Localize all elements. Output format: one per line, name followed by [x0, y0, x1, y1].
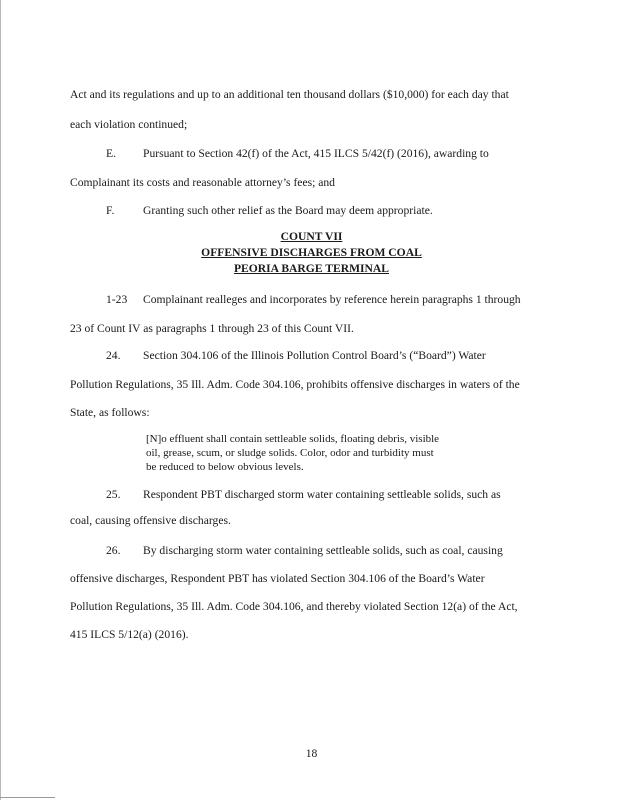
page-number: 18 [305, 747, 318, 760]
item-f-label: F. [106, 204, 115, 217]
scan-edge-left [0, 0, 1, 800]
para-25-line2: coal, causing offensive discharges. [70, 514, 231, 527]
para-24-label: 24. [106, 349, 121, 362]
para-26-line4: 415 ILCS 5/12(a) (2016). [70, 628, 189, 641]
quote-line2: oil, grease, scum, or sludge solids. Color, odor and turbidity must [146, 447, 434, 459]
para-1-23-label: 1-23 [106, 293, 128, 306]
para-24-line1: Section 304.106 of the Illinois Pollution Control Board’s (“Board”) Water [143, 349, 486, 362]
count-heading: COUNT VII [280, 230, 343, 243]
para-1-23-line2: 23 of Count IV as paragraphs 1 through 23 of this Count VII. [70, 322, 354, 335]
count-subheading-2: PEORIA BARGE TERMINAL [233, 262, 390, 275]
quote-line1: [N]o effluent shall contain settleable solids, floating debris, visible [146, 433, 440, 445]
para-25-line1: Respondent PBT discharged storm water containing settleable solids, such as [143, 488, 501, 501]
para-24-line3: State, as follows: [70, 406, 150, 419]
item-e-line1: Pursuant to Section 42(f) of the Act, 415 ILCS 5/42(f) (2016), awarding to [143, 147, 489, 160]
p1-line1: Act and its regulations and up to an additional ten thousand dollars ($10,000) for each day that [70, 88, 509, 101]
scan-edge-bottom [0, 797, 55, 798]
para-26-line3: Pollution Regulations, 35 Ill. Adm. Code 304.106, and thereby violated Section 12(a) of the Act, [70, 600, 518, 613]
item-e-line2: Complainant its costs and reasonable attorney’s fees; and [70, 176, 335, 189]
para-26-line2: offensive discharges, Respondent PBT has violated Section 304.106 of the Board’s Water [70, 572, 485, 585]
para-1-23-line1: Complainant realleges and incorporates by reference herein paragraphs 1 through [143, 293, 521, 306]
para-26-line1: By discharging storm water containing settleable solids, such as coal, causing [143, 544, 503, 557]
item-f-text: Granting such other relief as the Board may deem appropriate. [143, 204, 433, 217]
quote-line3: be reduced to below obvious levels. [146, 461, 304, 473]
para-25-label: 25. [106, 488, 121, 501]
item-e-label: E. [106, 147, 116, 160]
p1-line2: each violation continued; [70, 118, 188, 131]
para-24-line2: Pollution Regulations, 35 Ill. Adm. Code 304.106, prohibits offensive discharges in waters of the [70, 378, 520, 391]
para-26-label: 26. [106, 544, 121, 557]
count-subheading-1: OFFENSIVE DISCHARGES FROM COAL [201, 246, 422, 259]
